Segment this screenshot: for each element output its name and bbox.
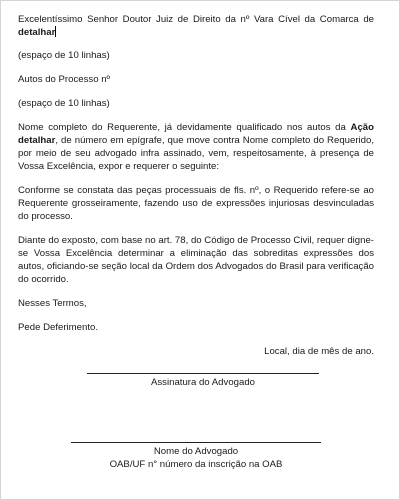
signature-label: Assinatura do Advogado <box>150 377 255 388</box>
signature-line-1 <box>87 373 319 374</box>
addressee-text: Excelentíssimo Senhor Doutor Juiz de Direito da nº Vara Cível da Comarca de <box>18 14 374 25</box>
closing-terms: Nesses Termos, <box>18 298 87 309</box>
signature-line-2 <box>71 442 321 443</box>
spacer-note-1: (espaço de 10 linhas) <box>18 50 110 61</box>
action-name: Ação detalhar <box>18 122 374 146</box>
intro-text-end: , de número em epígrafe, que move contra Nome completo do Requerido, por meio de seu advogado infra assinado, vem, respeitosamente, à presença de Vossa Excelência, expor e requerer o seguinte: <box>18 135 374 172</box>
signature-block-1 <box>87 373 319 389</box>
lawyer-name: Nome do Advogado <box>153 446 239 457</box>
document-body <box>18 13 374 369</box>
place-date: Local, dia de mês de ano. <box>264 346 374 357</box>
request-paragraph: Diante do exposto, com base no art. 78, do Código de Processo Civil, requer digne-se Vossa Excelência determinar a eliminação das sobreditas expressões dos autos, oficiando-se seção local da Ordem dos Advogados do Brasil para verificação do ocorrido. <box>18 235 374 285</box>
facts-paragraph: Conforme se constata das peças processuais de fls. nº, o Requerido refere-se ao Requerente grosseiramente, fazendo uso de expressões injuriosas desvinculadas do processo. <box>18 185 374 222</box>
signature-block-2 <box>71 442 321 471</box>
case-number-line: Autos do Processo nº <box>18 74 111 85</box>
intro-text-start: Nome completo do Requerente, já devidamente qualificado nos autos da <box>18 122 346 133</box>
intro-paragraph <box>18 121 374 173</box>
district-placeholder[interactable]: detalhar <box>18 27 56 38</box>
addressee-header <box>18 13 374 39</box>
lawyer-registration: OAB/UF n° número da inscrição na OAB <box>109 459 283 470</box>
text-cursor <box>55 26 56 37</box>
closing-request: Pede Deferimento. <box>18 322 98 333</box>
spacer-note-2: (espaço de 10 linhas) <box>18 98 110 109</box>
